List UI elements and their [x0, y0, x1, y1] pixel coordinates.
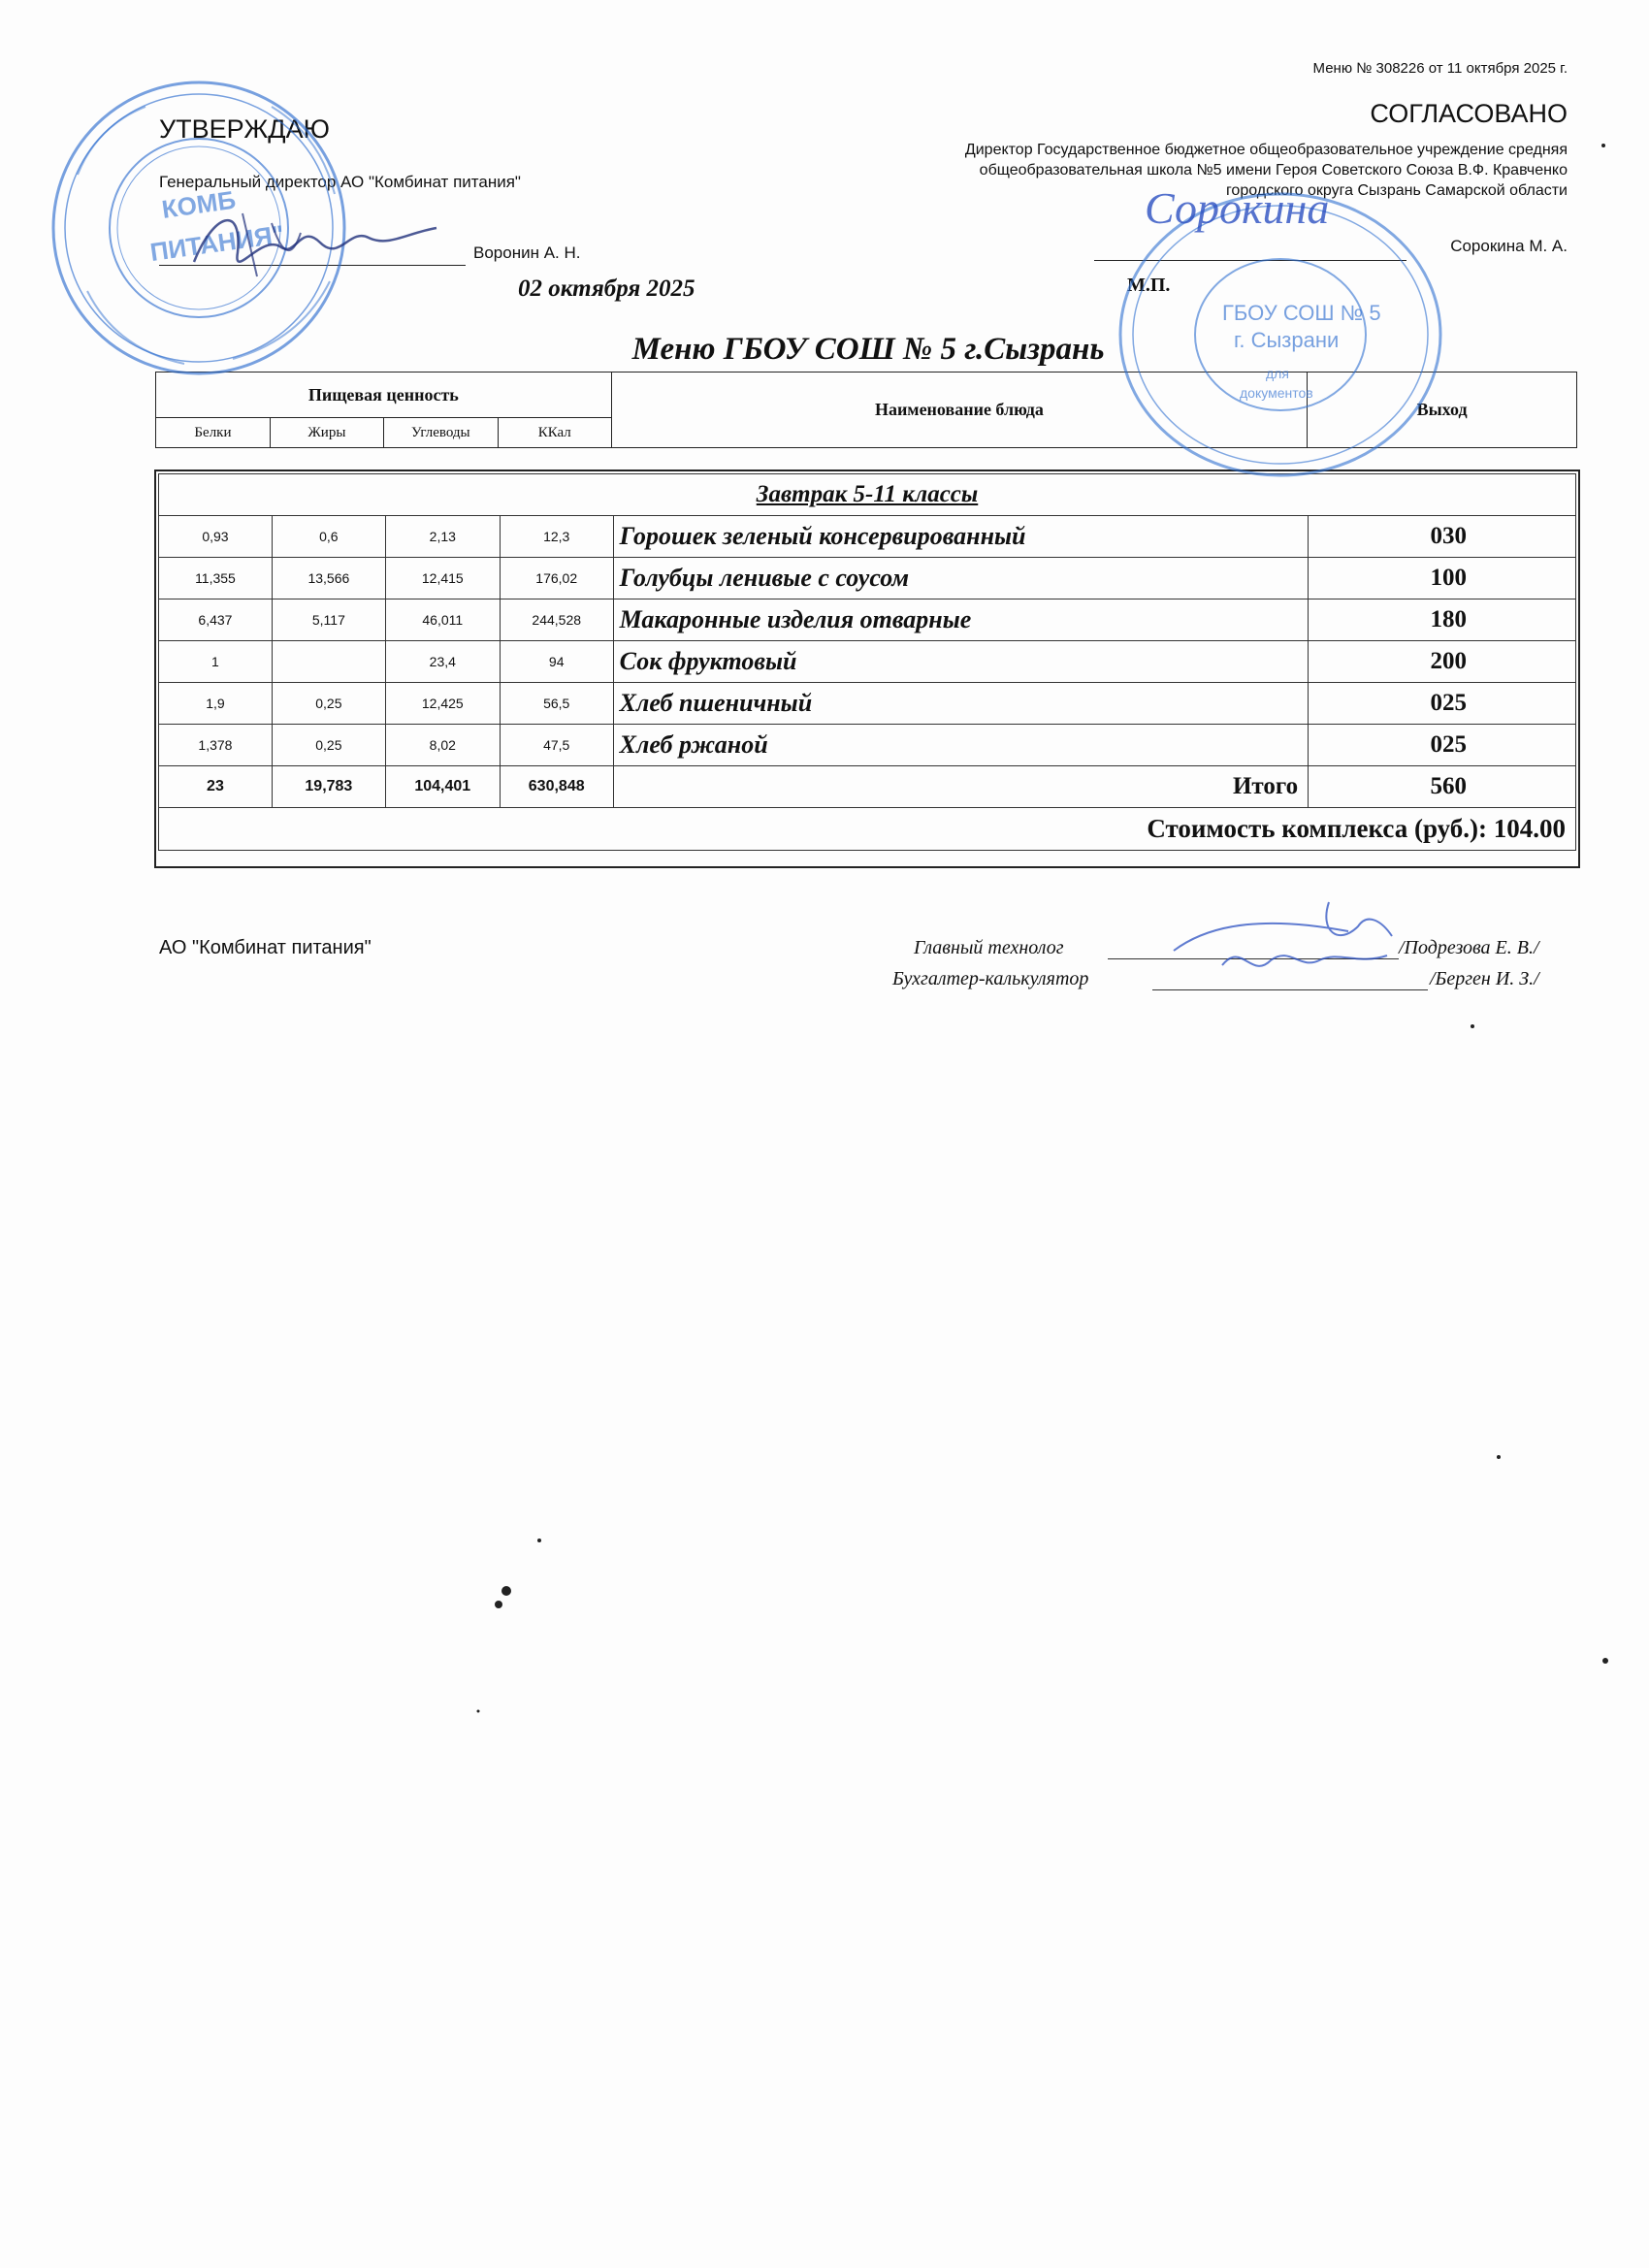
- dish-name-cell: Сок фруктовый: [613, 641, 1308, 683]
- total-protein: 23: [159, 766, 273, 808]
- total-kcal: 630,848: [500, 766, 613, 808]
- fat-cell: 0,6: [272, 516, 385, 558]
- protein-cell: 0,93: [159, 516, 273, 558]
- svg-text:КОМБ: КОМБ: [159, 184, 238, 224]
- approve-position: Генеральный директор АО "Комбинат питания": [159, 173, 521, 191]
- technologist-name: /Подрезова Е. В./: [1399, 937, 1539, 958]
- dish-name-cell: Хлеб пшеничный: [613, 683, 1308, 725]
- fat-cell: 13,566: [272, 558, 385, 599]
- fat-header: Жиры: [270, 418, 383, 448]
- complex-cost: Стоимость комплекса (руб.): 104.00: [159, 808, 1576, 851]
- total-carbs: 104,401: [385, 766, 500, 808]
- document-number: Меню № 308226 от 11 октября 2025 г.: [1312, 60, 1568, 77]
- approve-date: 02 октября 2025: [518, 275, 695, 302]
- kcal-cell: 244,528: [500, 599, 613, 641]
- accountant-role: Бухгалтер-калькулятор: [892, 968, 1089, 989]
- protein-cell: 11,355: [159, 558, 273, 599]
- yield-header: Выход: [1308, 373, 1577, 448]
- protein-cell: 6,437: [159, 599, 273, 641]
- kcal-cell: 12,3: [500, 516, 613, 558]
- fat-cell: 5,117: [272, 599, 385, 641]
- kcal-cell: 47,5: [500, 725, 613, 766]
- agreed-signature-text: Сорокина: [1145, 184, 1330, 233]
- yield-cell: 025: [1309, 725, 1576, 766]
- carbs-cell: 8,02: [385, 725, 500, 766]
- agreed-title: СОГЛАСОВАНО: [1370, 99, 1568, 128]
- carbs-cell: 46,011: [385, 599, 500, 641]
- svg-text:ГБОУ СОШ № 5: ГБОУ СОШ № 5: [1222, 301, 1381, 325]
- protein-cell: 1,9: [159, 683, 273, 725]
- technologist-role: Главный технолог: [914, 937, 1064, 958]
- accountant-name: /Берген И. З./: [1430, 968, 1539, 989]
- agreed-position-line: городского округа Сызрань Самарской области: [1225, 182, 1568, 199]
- protein-header: Белки: [156, 418, 271, 448]
- carbs-cell: 12,425: [385, 683, 500, 725]
- yield-cell: 025: [1309, 683, 1576, 725]
- approve-name: Воронин А. Н.: [473, 243, 581, 262]
- dish-name-cell: Макаронные изделия отварные: [613, 599, 1308, 641]
- agreed-position-line: Директор Государственное бюджетное общеобразовательное учреждение средняя: [964, 142, 1568, 158]
- dish-name-header: Наименование блюда: [611, 373, 1307, 448]
- carbs-cell: 23,4: [385, 641, 500, 683]
- kcal-cell: 176,02: [500, 558, 613, 599]
- protein-cell: 1,378: [159, 725, 273, 766]
- kcal-header: ККал: [498, 418, 611, 448]
- carbs-cell: 2,13: [385, 516, 500, 558]
- nutrition-value-header: Пищевая ценность: [156, 373, 612, 418]
- carbs-cell: 12,415: [385, 558, 500, 599]
- organization-name: АО "Комбинат питания": [159, 937, 372, 958]
- protein-cell: 1: [159, 641, 273, 683]
- carbs-header: Углеводы: [383, 418, 498, 448]
- dish-name-cell: Горошек зеленый консервированный: [613, 516, 1308, 558]
- meal-heading: Завтрак 5-11 классы: [159, 474, 1576, 516]
- svg-text:г. Сызрани: г. Сызрани: [1234, 328, 1340, 352]
- yield-cell: 200: [1309, 641, 1576, 683]
- agreed-position-line: общеобразовательная школа №5 имени Героя Советского Союза В.Ф. Кравченко: [979, 162, 1568, 178]
- fat-cell: 0,25: [272, 683, 385, 725]
- menu-title: Меню ГБОУ СОШ № 5 г.Сызрань: [631, 332, 1105, 367]
- yield-cell: 100: [1309, 558, 1576, 599]
- svg-text:ПИТАНИЯ": ПИТАНИЯ": [147, 219, 286, 268]
- kcal-cell: 56,5: [500, 683, 613, 725]
- fat-cell: 0,25: [272, 725, 385, 766]
- svg-text:для: для: [1266, 366, 1289, 381]
- yield-cell: 180: [1309, 599, 1576, 641]
- yield-cell: 030: [1309, 516, 1576, 558]
- total-fat: 19,783: [272, 766, 385, 808]
- total-label: Итого: [613, 766, 1308, 808]
- total-yield: 560: [1309, 766, 1576, 808]
- dish-name-cell: Голубцы ленивые с соусом: [613, 558, 1308, 599]
- dish-name-cell: Хлеб ржаной: [613, 725, 1308, 766]
- svg-text:документов: документов: [1240, 385, 1313, 401]
- kcal-cell: 94: [500, 641, 613, 683]
- agreed-name: Сорокина М. А.: [1450, 237, 1568, 255]
- stamp-place-mark: М.П.: [1127, 275, 1171, 296]
- approve-title: УТВЕРЖДАЮ: [159, 114, 330, 144]
